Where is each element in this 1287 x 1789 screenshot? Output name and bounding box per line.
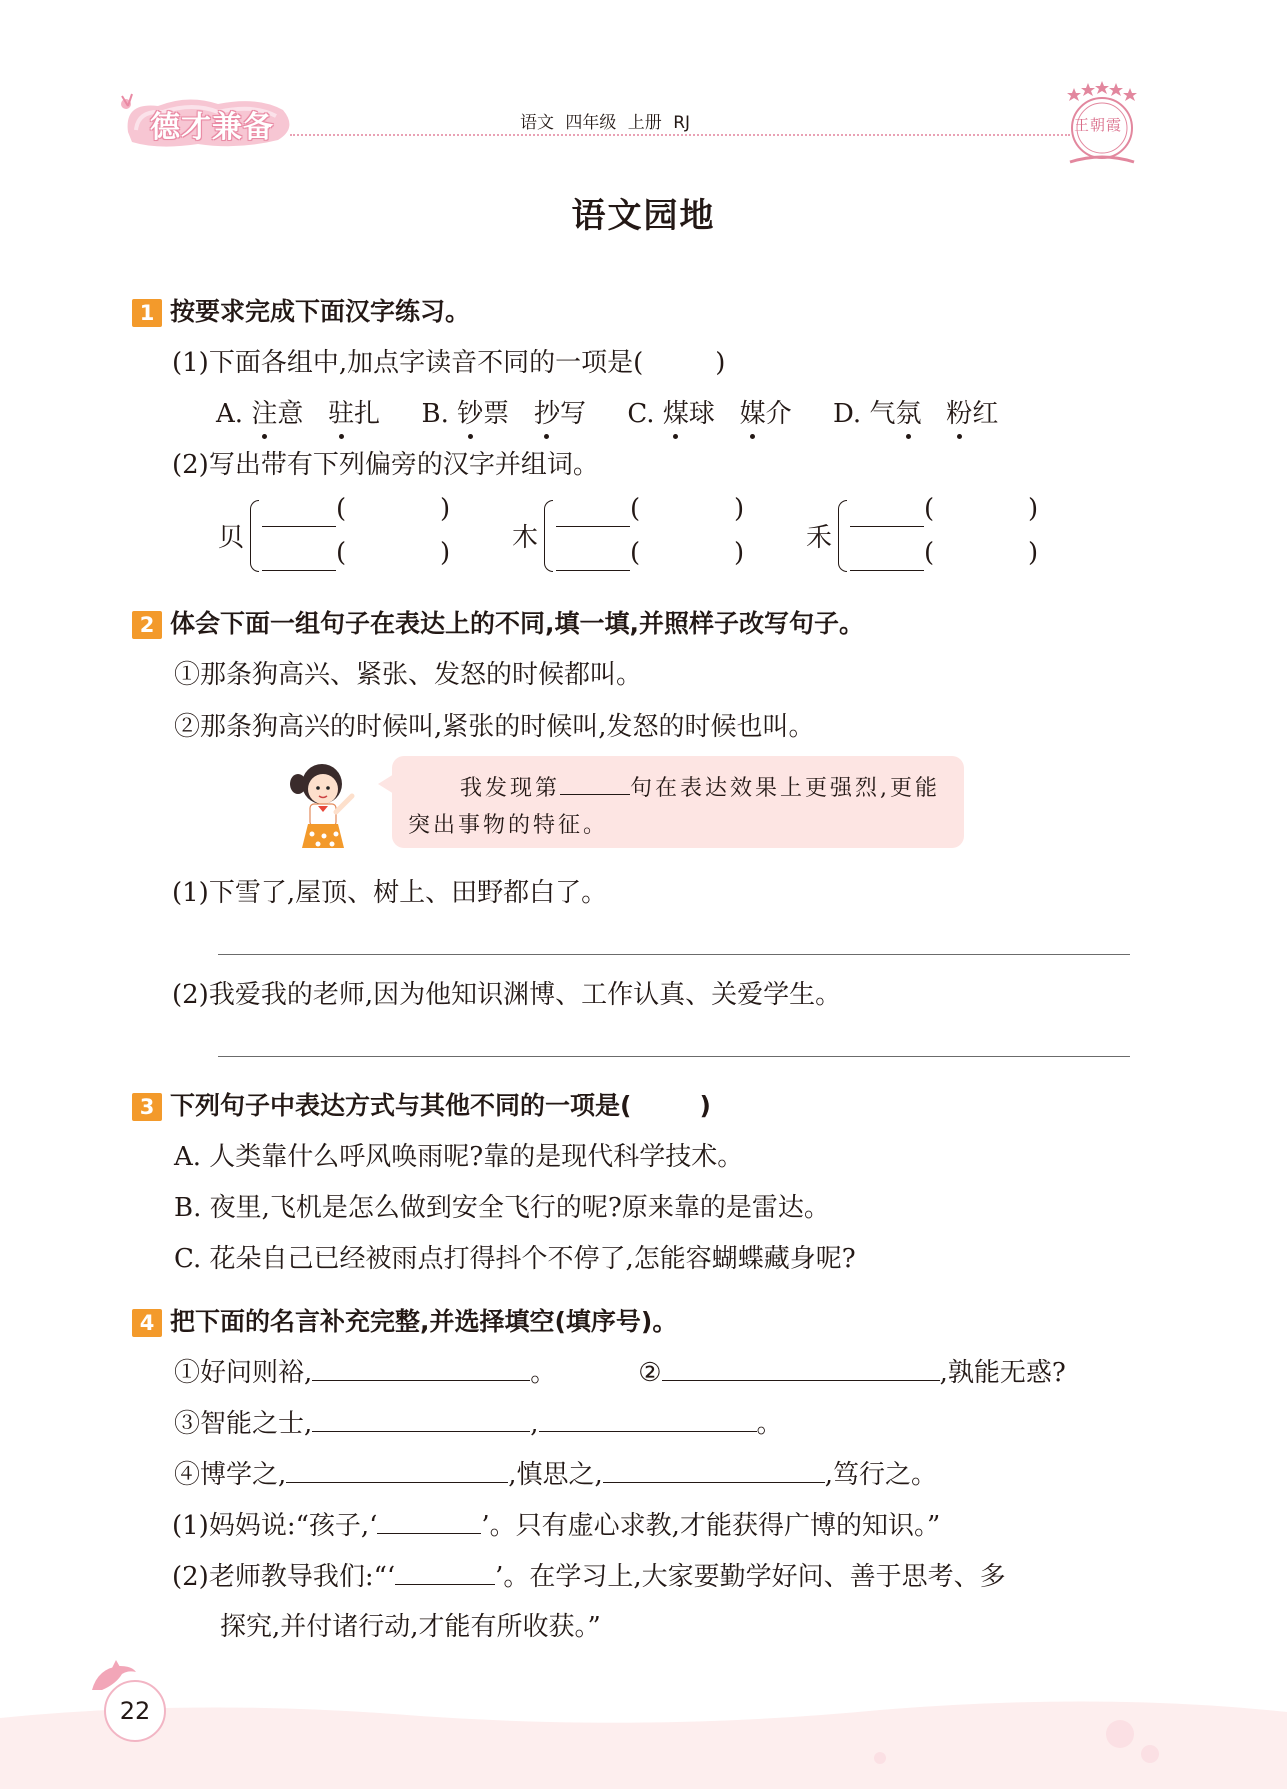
paren-close: ) — [440, 494, 451, 524]
q4-l3-text-a: ④博学之, — [174, 1460, 287, 1490]
bubble-line-1 — [460, 770, 940, 802]
q4-l1-text-b: 。 — [530, 1358, 557, 1388]
header-book-info: 语文 四年级 上册 RJ — [520, 113, 691, 133]
radical-bei: 贝 — [218, 523, 245, 553]
q4-blank-2[interactable] — [662, 1356, 940, 1381]
option-a[interactable] — [216, 399, 388, 429]
paren-close: ) — [440, 538, 451, 568]
q4-blank-7[interactable] — [377, 1509, 481, 1534]
bubble-text-b: 句在表达效果上更强烈,更能 — [630, 776, 941, 801]
q4-l1-text-d: ,孰能无惑? — [939, 1358, 1066, 1388]
q4-l5-text-a: (2)老师教导我们:“‘ — [172, 1562, 396, 1592]
q3-close: ) — [699, 1091, 711, 1120]
radical-bei-blank-1[interactable] — [262, 526, 336, 527]
q3-option-a[interactable]: A. 人类靠什么呼风唤雨呢?靠的是现代科学技术。 — [174, 1142, 744, 1172]
option-d[interactable] — [833, 399, 998, 429]
q4-line-4 — [172, 1505, 940, 1542]
q4-blank-1[interactable] — [312, 1356, 530, 1381]
option-b-letter: B. — [421, 399, 449, 429]
q3-option-b[interactable]: B. 夜里,飞机是怎么做到安全飞行的呢?原来靠的是雷达。 — [174, 1193, 830, 1223]
q4-l4-text-a: (1)妈妈说:“孩子,‘ — [172, 1511, 378, 1541]
bubble-line-2: 突出事物的特征。 — [408, 813, 609, 838]
q2-sentence-1: ①那条狗高兴、紧张、发怒的时候都叫。 — [174, 660, 643, 690]
radical-he: 禾 — [806, 523, 833, 553]
q4-line-6: 探究,并付诸行动,才能有所收获。” — [220, 1612, 601, 1642]
q4-blank-5[interactable] — [286, 1458, 508, 1483]
brace-icon — [544, 500, 553, 572]
girl-illustration-icon — [290, 756, 360, 856]
q1-sub2-prompt: (2)写出带有下列偏旁的汉字并组词。 — [172, 450, 599, 480]
q1-sub1-prompt — [172, 342, 725, 379]
option-b-dotted-char-2: 抄 — [533, 399, 560, 429]
q4-l5-text-b: ’。在学习上,大家要勤学好问、善于思考、多 — [495, 1562, 1006, 1592]
q2-sub1: (1)下雪了,屋顶、树上、田野都白了。 — [172, 878, 608, 908]
radical-he-blank-2[interactable] — [850, 570, 924, 571]
paren-open: ( — [630, 494, 641, 524]
page-title: 语文园地 — [571, 196, 716, 236]
paren-open: ( — [336, 538, 347, 568]
q4-l1-text-a: ①好问则裕, — [174, 1358, 313, 1388]
q4-l4-text-b: ’。只有虚心求教,才能获得广博的知识。” — [481, 1511, 941, 1541]
radical-mu-blank-2[interactable] — [556, 570, 630, 571]
q4-l1-text-c: ② — [638, 1358, 662, 1388]
q4-line-3 — [174, 1454, 937, 1491]
option-a-char-2: 扎 — [354, 399, 381, 429]
brand-logo-text: 德才兼备 — [150, 110, 274, 145]
option-b[interactable] — [422, 399, 595, 429]
option-a-letter: A. — [216, 399, 244, 429]
q2-sentence-2: ②那条狗高兴的时候叫,紧张的时候叫,发怒的时候也叫。 — [174, 712, 815, 742]
paren-open: ( — [630, 538, 641, 568]
q1-sub1-options — [216, 393, 998, 430]
radical-bei-blank-2[interactable] — [262, 570, 336, 571]
option-c-dotted-char: 煤 — [662, 399, 689, 429]
option-c-char-2: 介 — [765, 399, 792, 429]
question-4-title: 把下面的名言补充完整,并选择填空(填序号)。 — [170, 1307, 678, 1336]
option-c-dotted-char-2: 媒 — [739, 399, 766, 429]
q4-l3-text-c: ,笃行之。 — [824, 1460, 938, 1490]
bubble-blank[interactable] — [560, 770, 630, 795]
question-1-heading — [132, 292, 470, 328]
q4-blank-6[interactable] — [603, 1458, 825, 1483]
question-2-number: 2 — [132, 611, 162, 639]
q2-sub2-answer-line[interactable] — [218, 1056, 1130, 1057]
option-b-dotted-char: 钞 — [457, 399, 484, 429]
page-number: 22 — [104, 1680, 166, 1742]
q2-sub2: (2)我爱我的老师,因为他知识渊博、工作认真、关爱学生。 — [172, 980, 842, 1010]
option-c-letter: C. — [627, 399, 655, 429]
option-a-dotted-char: 注 — [251, 399, 278, 429]
option-b-char: 票 — [483, 399, 510, 429]
paren-open: ( — [924, 538, 935, 568]
q4-l3-text-b: ,慎思之, — [508, 1460, 603, 1490]
radical-mu-blank-1[interactable] — [556, 526, 630, 527]
header-divider — [290, 134, 1070, 136]
q4-line-5 — [172, 1556, 1006, 1593]
q4-l2-text-c: 。 — [756, 1409, 783, 1439]
q3-option-c[interactable]: C. 花朵自己已经被雨点打得抖个不停了,怎能容蝴蝶藏身呢? — [174, 1244, 856, 1274]
seal-lettering: 王朝霞 — [1074, 116, 1123, 134]
brace-icon — [250, 500, 259, 572]
q2-sub1-answer-line[interactable] — [218, 954, 1130, 955]
footer-decoration — [0, 1688, 1287, 1789]
question-1-number: 1 — [132, 299, 162, 327]
q4-l2-text-a: ③智能之士, — [174, 1409, 313, 1439]
q4-blank-4[interactable] — [539, 1407, 757, 1432]
option-c-char: 球 — [688, 399, 715, 429]
question-1-title: 按要求完成下面汉字练习。 — [170, 297, 471, 326]
paren-close: ) — [1028, 538, 1039, 568]
q1-sub1-close: ) — [715, 348, 726, 378]
q4-line-1 — [174, 1352, 1066, 1389]
paren-open: ( — [924, 494, 935, 524]
paren-close: ) — [734, 538, 745, 568]
question-3-title: 下列句子中表达方式与其他不同的一项是( — [170, 1091, 632, 1120]
option-c[interactable] — [627, 399, 800, 429]
question-2-heading — [132, 604, 864, 640]
paren-open: ( — [336, 494, 347, 524]
q4-l2-text-b: , — [530, 1409, 539, 1439]
bubble-text-a: 我发现第 — [460, 776, 561, 801]
brace-icon — [838, 500, 847, 572]
q4-blank-3[interactable] — [312, 1407, 530, 1432]
option-a-dotted-char-2: 驻 — [328, 399, 355, 429]
option-d-char: 气 — [869, 399, 896, 429]
question-3-heading — [132, 1086, 711, 1122]
q1-sub1-text: (1)下面各组中,加点字读音不同的一项是( — [172, 348, 644, 378]
option-d-dotted-char: 氛 — [895, 399, 922, 429]
option-d-char-2: 红 — [972, 399, 999, 429]
question-2-title: 体会下面一组句子在表达上的不同,填一填,并照样子改写句子。 — [170, 609, 864, 638]
paren-close: ) — [734, 494, 745, 524]
radical-mu: 木 — [512, 523, 539, 553]
q4-line-2 — [174, 1403, 783, 1440]
question-4-number: 4 — [132, 1309, 162, 1337]
question-3-number: 3 — [132, 1093, 162, 1121]
question-4-heading — [132, 1302, 677, 1338]
option-d-letter: D. — [833, 399, 862, 429]
radical-he-blank-1[interactable] — [850, 526, 924, 527]
option-b-char-2: 写 — [559, 399, 586, 429]
option-a-char: 意 — [277, 399, 304, 429]
paren-close: ) — [1028, 494, 1039, 524]
q4-blank-8[interactable] — [395, 1560, 495, 1585]
option-d-dotted-char-2: 粉 — [946, 399, 973, 429]
